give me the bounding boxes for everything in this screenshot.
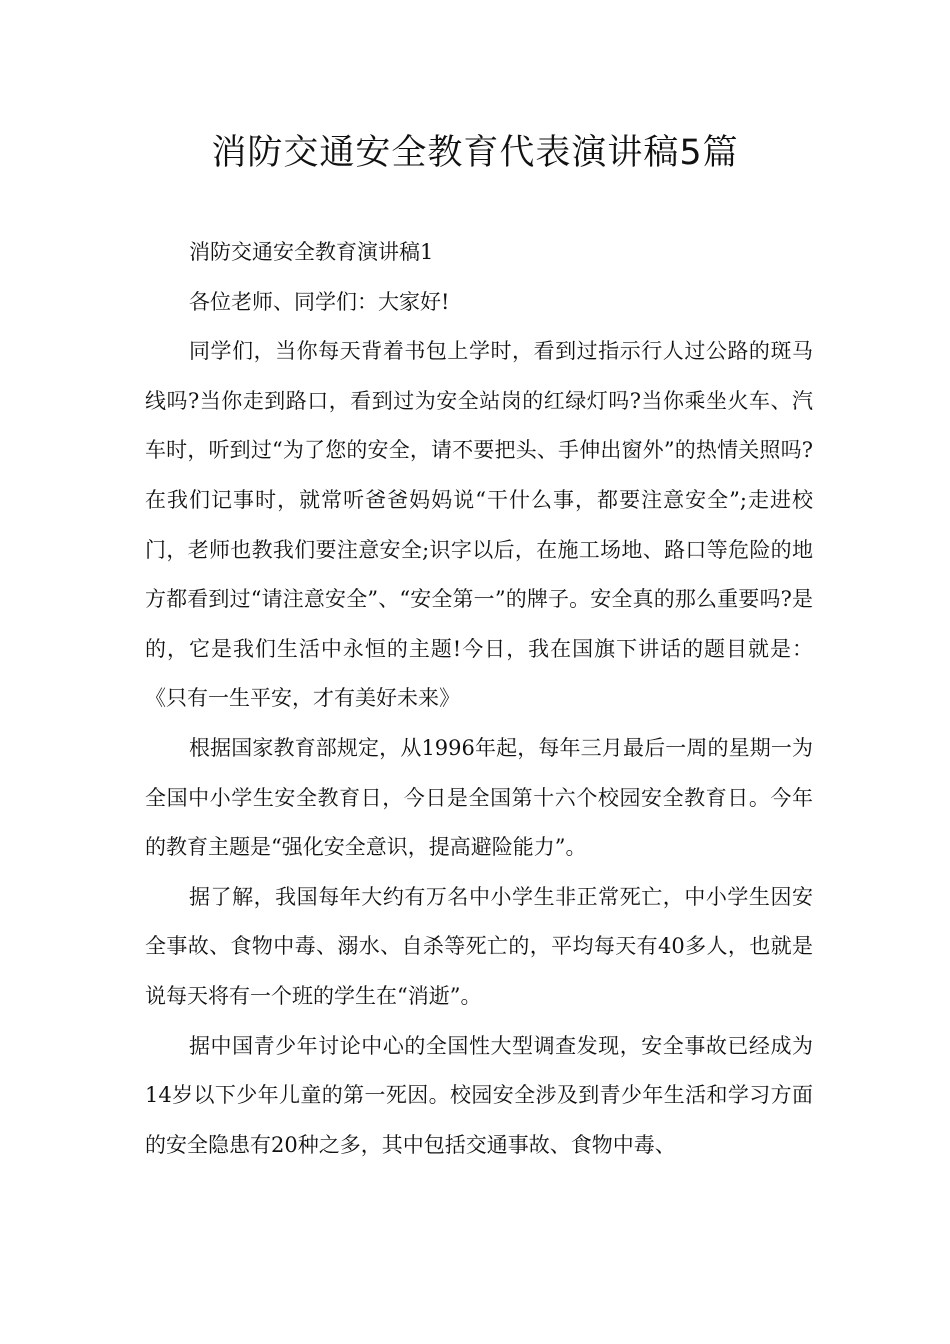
document-body: [145, 228, 813, 1170]
body-paragraph: 据了解，我国每年大约有万名中小学生非正常死亡，中小学生因安全事故、食物中毒、溺水、自杀等死亡的，平均每天有40多人，也就是说每天将有一个班的学生在“消逝”。: [145, 884, 813, 1008]
greeting-paragraph: 各位老师、同学们：大家好!: [189, 289, 450, 314]
body-paragraph: 同学们，当你每天背着书包上学时，看到过指示行人过公路的斑马线吗?当你走到路口，看到过为安全站岗的红绿灯吗?当你乘坐火车、汽车时，听到过“为了您的安全，请不要把头、手伸出窗外”的热情关照吗?在我们记事时，就常听爸爸妈妈说“干什么事，都要注意安全”;走进校门，老师也教我们要注意安全;识字以后，在施工场地、路口等危险的地方都看到过“请注意安全”、“安全第一”的牌子。安全真的那么重要吗?是的，它是我们生活中永恒的主题!今日，我在国旗下讲话的题目就是：《只有一生平安，才有美好未来》: [145, 339, 813, 711]
section-heading: 消防交通安全教育演讲稿1: [189, 240, 434, 264]
body-paragraph: 据中国青少年讨论中心的全国性大型调查发现，安全事故已经成为14岁以下少年儿童的第一死因。校园安全涉及到青少年生活和学习方面的安全隐患有20种之多，其中包括交通事故、食物中毒、: [145, 1033, 813, 1157]
body-paragraph: 根据国家教育部规定，从1996年起，每年三月最后一周的星期一为全国中小学生安全教育日，今日是全国第十六个校园安全教育日。今年的教育主题是“强化安全意识，提高避险能力”。: [145, 735, 813, 860]
document-title: 消防交通安全教育代表演讲稿5篇: [211, 133, 739, 173]
